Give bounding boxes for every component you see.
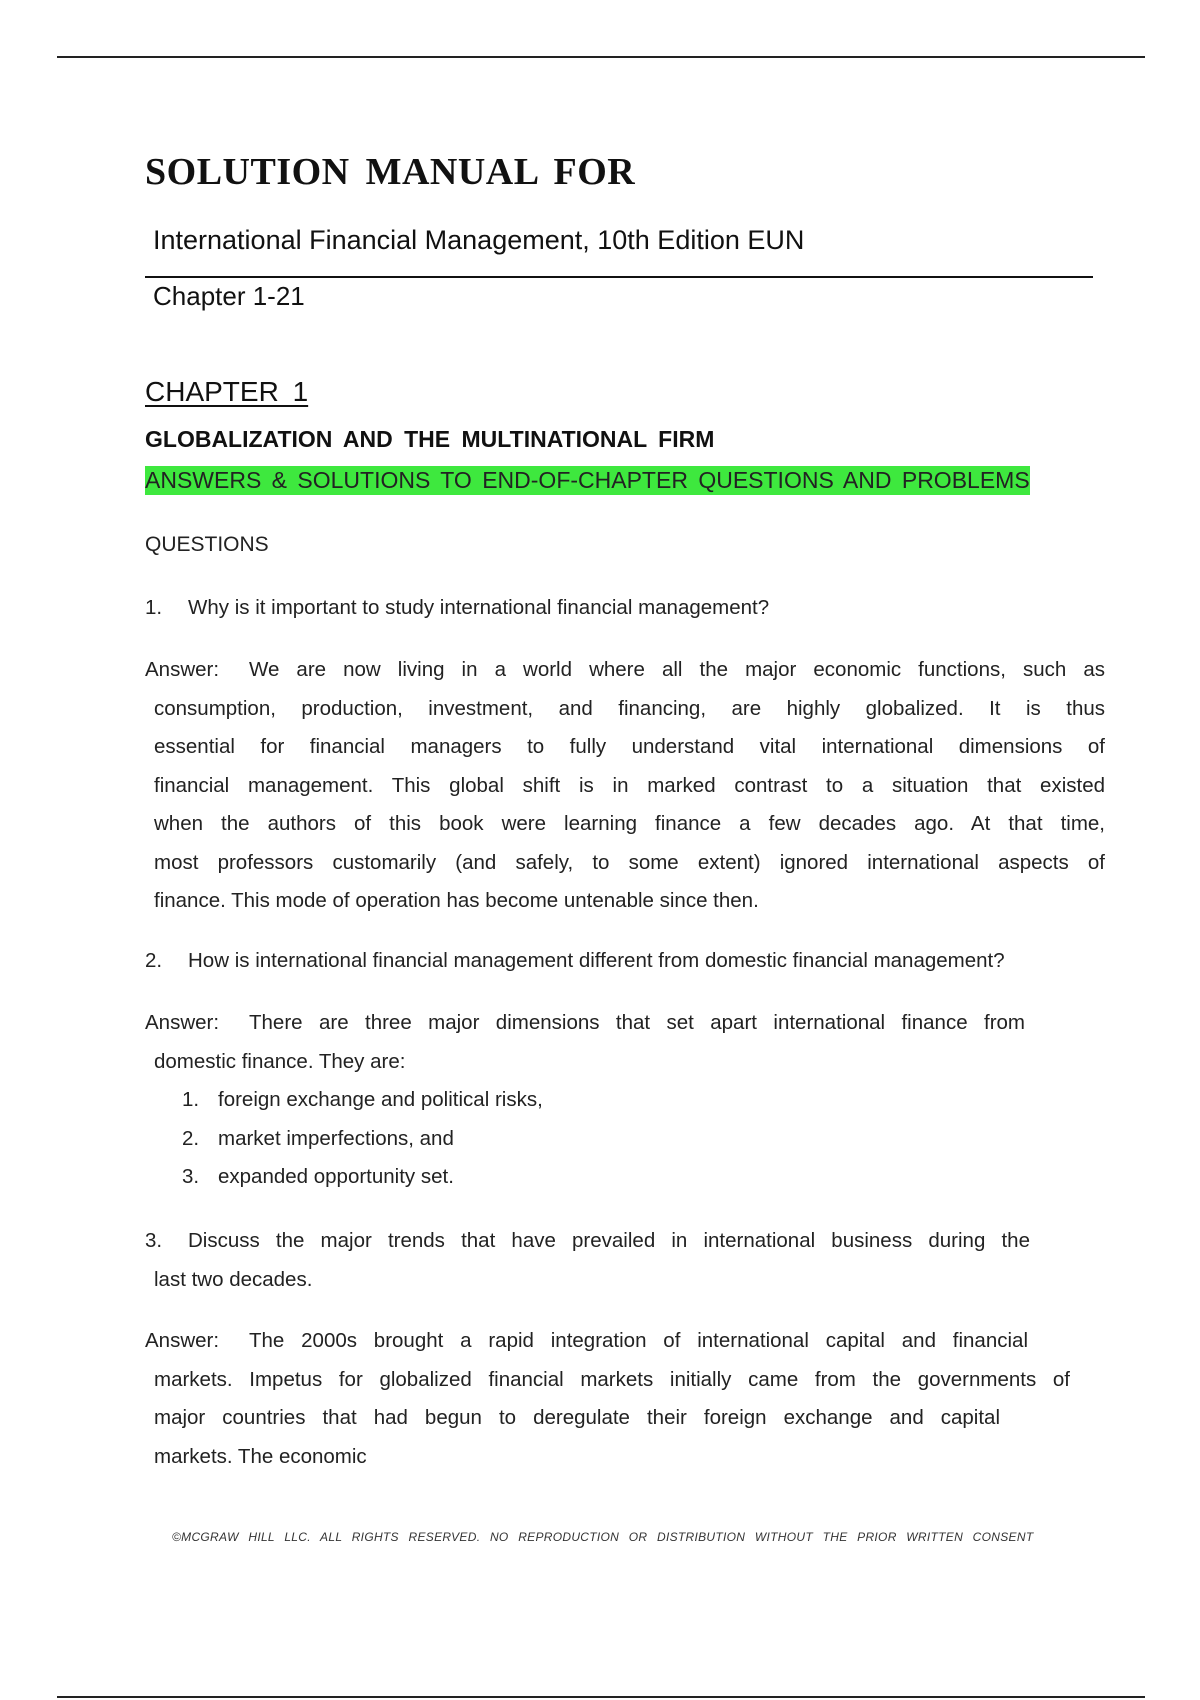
document-title: SOLUTION MANUAL FOR (145, 151, 636, 193)
list-item: 1. foreign exchange and political risks, (182, 1088, 543, 1111)
answer-1 (145, 651, 1105, 921)
answer-3 (145, 1322, 1070, 1476)
question-number: 1. (145, 596, 163, 619)
answer-line: most professors customarily (and safely, to some extent) ignored international aspects of (154, 850, 1105, 874)
answer-line: major countries that had begun to deregulate their foreign exchange and capital (154, 1406, 1000, 1429)
answer-label: Answer: (145, 658, 220, 681)
question-text: Why is it important to study international financial management? (188, 596, 770, 619)
question-text: How is international financial management different from domestic financial management? (188, 949, 1005, 972)
answer-line: markets. Impetus for globalized financial markets initially came from the governments of (154, 1367, 1070, 1391)
list-item: 3. expanded opportunity set. (182, 1165, 454, 1188)
title-rule (145, 276, 1093, 278)
answer-line: The 2000s brought a rapid integration of international capital and financial (249, 1329, 1028, 1352)
question-1 (145, 589, 1105, 628)
answer-line: financial management. This global shift is in marked contrast to a situation that existed (154, 773, 1105, 797)
book-title: International Financial Management, 10th Edition EUN (153, 225, 805, 255)
answer-line: There are three major dimensions that set apart international finance from (249, 1011, 1025, 1034)
top-rule (57, 56, 1145, 58)
answer-line: markets. The economic (154, 1444, 367, 1468)
chapter-heading: CHAPTER 1 (145, 376, 309, 407)
answer-2 (145, 1004, 1025, 1197)
highlighted-section-heading: ANSWERS & SOLUTIONS TO END-OF-CHAPTER QUESTIONS AND PROBLEMS (145, 467, 1030, 493)
chapter-range: Chapter 1-21 (153, 281, 305, 311)
answer-line: consumption, production, investment, and financing, are highly globalized. It is thus (154, 696, 1105, 720)
answer-line: We are now living in a world where all the major economic functions, such as (249, 658, 1105, 681)
question-text: Discuss the major trends that have prevailed in international business during the (188, 1229, 1030, 1252)
chapter-subtitle: GLOBALIZATION AND THE MULTINATIONAL FIRM (145, 426, 715, 452)
questions-label: QUESTIONS (145, 533, 269, 556)
bottom-rule (57, 1696, 1145, 1698)
question-number: 2. (145, 949, 163, 972)
answer-line: when the authors of this book were learning finance a few decades ago. At that time, (154, 812, 1105, 835)
list-item: 2. market imperfections, and (182, 1126, 454, 1150)
answer-label: Answer: (145, 1011, 220, 1034)
answer-line: domestic finance. They are: (154, 1049, 406, 1073)
question-text: last two decades. (154, 1267, 313, 1291)
copyright-footer: ©MCGRAW HILL LLC. ALL RIGHTS RESERVED. NO REPRODUCTION OR DISTRIBUTION WITHOUT THE PRIOR WRITTEN CONSENT (172, 1530, 1034, 1544)
answer-line: essential for financial managers to fully understand vital international dimensions of (154, 735, 1105, 758)
question-number: 3. (145, 1229, 163, 1252)
question-3 (145, 1222, 1030, 1299)
question-2 (145, 942, 1145, 981)
answer-label: Answer: (145, 1329, 220, 1352)
answer-line: finance. This mode of operation has become untenable since then. (154, 889, 759, 912)
